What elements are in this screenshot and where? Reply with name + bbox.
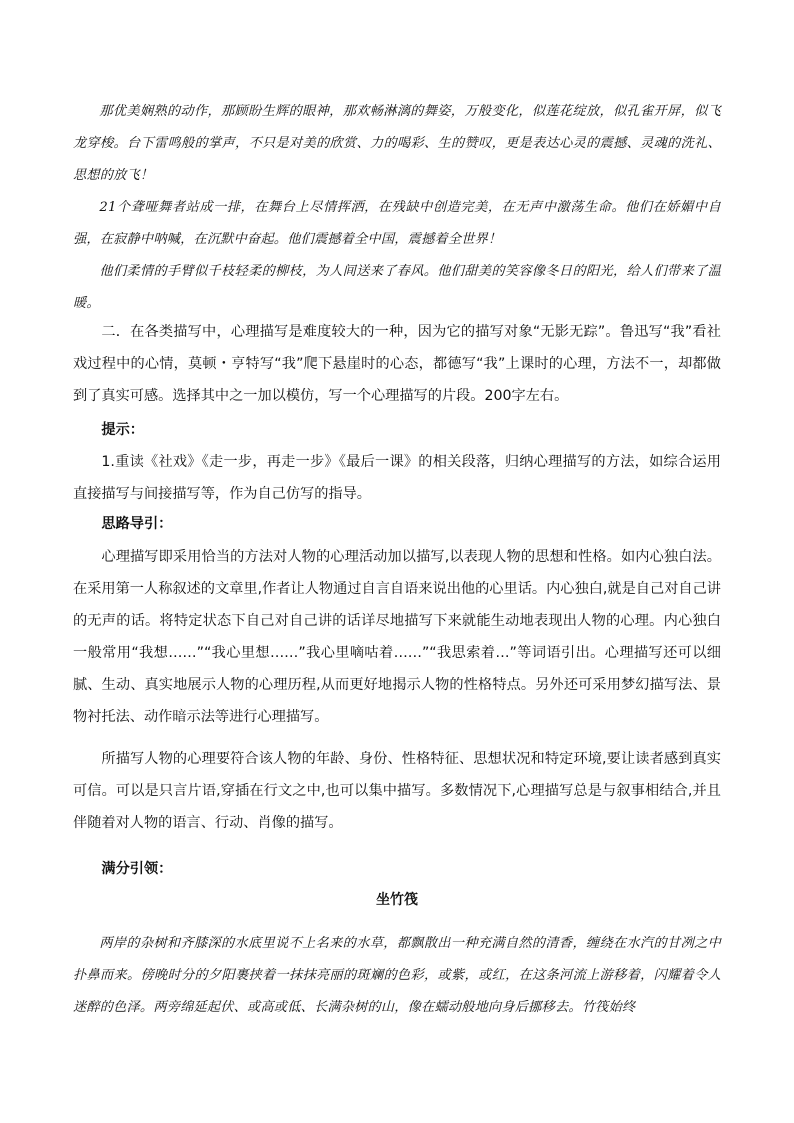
hint-label: 提示： (101, 422, 144, 438)
essay-title: 坐竹筏 (376, 892, 418, 908)
hint-text: 1.重读《社戏》《走一步，再走一步》《最后一课》的相关段落，归纳心理描写的方法，如综合运用直接描写与间接描写等，作为自己仿写的指导。 (73, 454, 721, 502)
essay-opening-paragraph: 两岸的杂树和齐膝深的水底里说不上名来的水草，都飘散出一种充满自然的清香，缠绕在水汽的甘冽之中扑鼻而来。傍晚时分的夕阳裹挟着一抹抹亮丽的斑斓的色彩，或紫，或红，在这条河流上游移着，闪耀着令人迷醉的色泽。两旁绵延起伏、或高或低、长满杂树的山，像在蠕动般地向身后挪移去。竹筏始终 (73, 936, 721, 1015)
paragraph-deaf-dancers: 21个聋哑舞者站成一排，在舞台上尽情挥洒，在残缺中创造完美，在无声中激荡生命。他们在娇媚中自强，在寂静中呐喊，在沉默中奋起。他们震撼着全中国，震撼着全世界！ (73, 200, 721, 247)
guide-text-requirements: 所描写人物的心理要符合该人物的年龄、身份、性格特征、思想状况和特定环境,要让读者感到真实可信。可以是只言片语,穿插在行文之中,也可以集中描写。多数情况下,心理描写总是与叙事相结合,并且伴随着对人物的语言、行动、肖像的描写。 (73, 751, 721, 831)
model-essay-label: 满分引领： (101, 861, 173, 877)
guide-text-method: 心理描写即采用恰当的方法对人物的心理活动加以描写,以表现人物的思想和性格。如内心独白法。在采用第一人称叙述的文章里,作者让人物通过自言自语来说出他的心里话。内心独白,就是自己对自己讲的无声的话。将特定状态下自己对自己讲的话详尽地描写下来就能生动地表现出人物的心理。内心独白一般常用“我想……”“我心里想……”我心里嘀咕着……”“我思索着…”等词语引出。心理描写还可以细腻、生动、真实地展示人物的心理历程,从而更好地揭示人物的性格特点。另外还可采用梦幻描写法、景物衬托法、动作暗示法等进行心理描写。 (73, 549, 721, 725)
guide-label: 思路导引： (101, 516, 173, 532)
paragraph-task-two: 二．在各类描写中，心理描写是难度较大的一种，因为它的描写对象“无影无踪”。鲁迅写“我”看社戏过程中的心情，莫顿・亨特写“我”爬下悬崖时的心态，都德写“我”上课时的心理，方法不一，却都做到了真实可感。选择其中之一加以模仿，写一个心理描写的片段。200字左右。 (73, 324, 721, 404)
paragraph-dance-performance: 那优美娴熟的动作，那顾盼生辉的眼神，那欢畅淋漓的舞姿，万般变化，似莲花绽放，似孔雀开屏，似飞龙穿梭。台下雷鸣般的掌声，不只是对美的欣赏、力的喝彩、生的赞叹，更是表达心灵的震撼、灵魂的洗礼、思想的放飞！ (73, 104, 721, 183)
paragraph-gentle-arms: 他们柔情的手臂似千枝轻柔的柳枝，为人间送来了春风。他们甜美的笑容像冬日的阳光，给人们带来了温暖。 (73, 264, 721, 311)
